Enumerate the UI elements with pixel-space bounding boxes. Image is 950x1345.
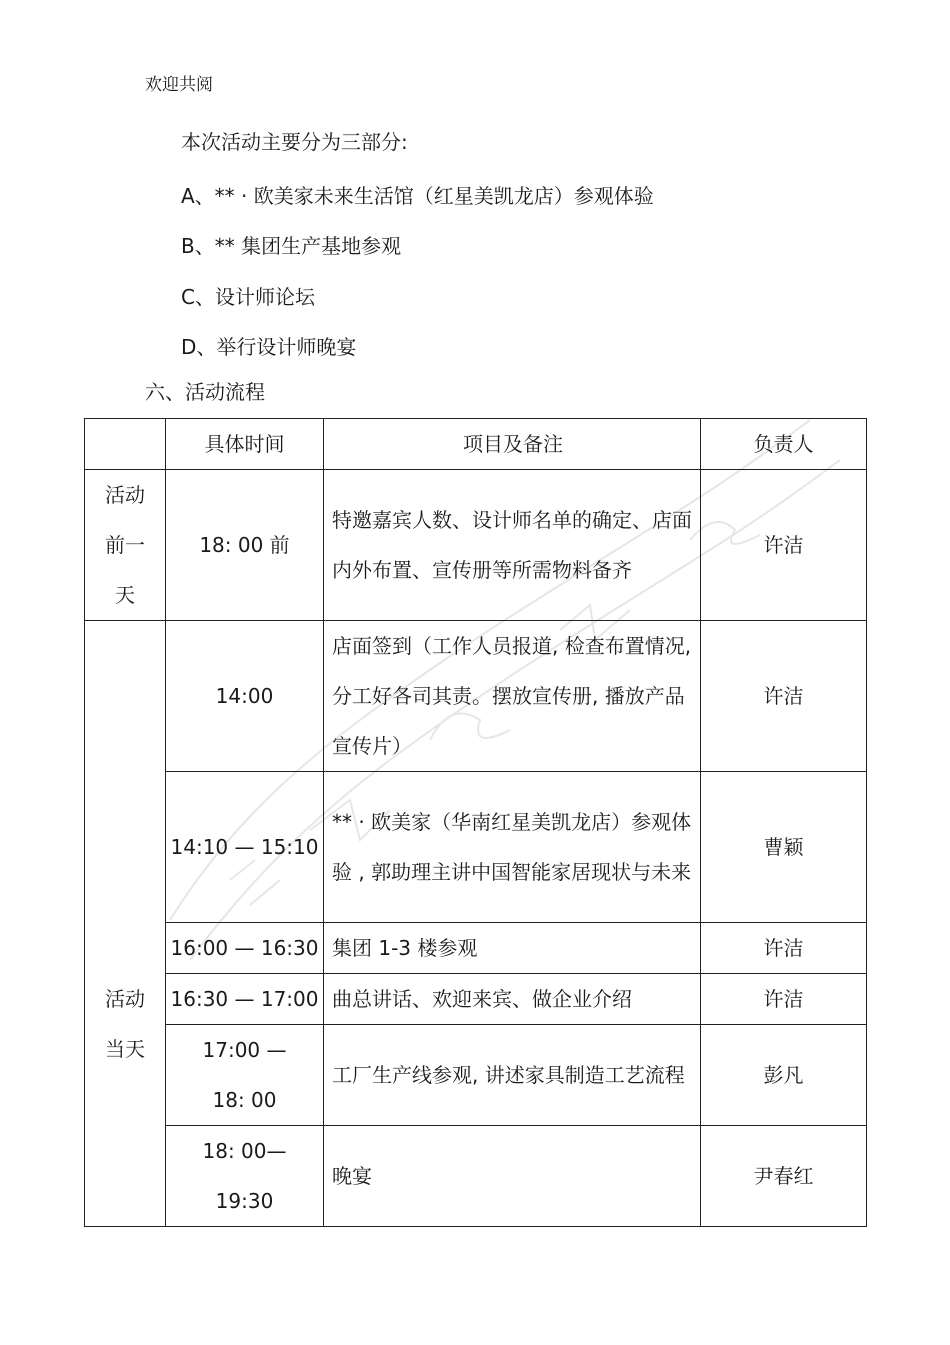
part-d: D、举行设计师晚宴: [181, 335, 357, 359]
page-header: 欢迎共阅: [145, 75, 213, 95]
item-cell: 店面签到（工作人员报道, 检查布置情况, 分工好各司其责。摆放宣传册, 播放产品宣传片）: [324, 621, 701, 772]
schedule-table: [84, 418, 867, 1227]
item-cell: 工厂生产线参观, 讲述家具制造工艺流程: [324, 1025, 701, 1126]
item-cell: 集团 1-3 楼参观: [324, 923, 701, 974]
time-cell: 14:00: [166, 621, 324, 772]
owner-cell: 彭凡: [701, 1025, 867, 1126]
item-cell: 晚宴: [324, 1126, 701, 1227]
time-cell: 16:00 — 16:30: [166, 923, 324, 974]
table-row: [85, 621, 867, 772]
table-row: [85, 923, 867, 974]
table-header-row: [85, 419, 867, 470]
owner-cell: 许洁: [701, 974, 867, 1025]
part-c: C、设计师论坛: [181, 285, 315, 309]
item-cell: 特邀嘉宾人数、设计师名单的确定、店面内外布置、宣传册等所需物料备齐: [324, 470, 701, 621]
time-cell: 17:00 — 18: 00: [166, 1025, 324, 1126]
header-cell-time: 具体时间: [166, 419, 324, 470]
table-row: [85, 1025, 867, 1126]
time-cell: 16:30 — 17:00: [166, 974, 324, 1025]
part-a: A、** · 欧美家未来生活馆（红星美凯龙店）参观体验: [181, 184, 654, 208]
table-row: [85, 470, 867, 621]
time-cell: 18: 00— 19:30: [166, 1126, 324, 1227]
time-cell: 14:10 — 15:10: [166, 772, 324, 923]
header-cell-blank: [85, 419, 166, 470]
item-cell: 曲总讲话、欢迎来宾、做企业介绍: [324, 974, 701, 1025]
owner-cell: 许洁: [701, 923, 867, 974]
part-b: B、** 集团生产基地参观: [181, 234, 402, 258]
item-cell: ** · 欧美家（华南红星美凯龙店）参观体验 , 郭助理主讲中国智能家居现状与未来: [324, 772, 701, 923]
section-title: 六、活动流程: [145, 380, 265, 404]
owner-cell: 许洁: [701, 470, 867, 621]
owner-cell: 曹颖: [701, 772, 867, 923]
intro-paragraph: 本次活动主要分为三部分:: [181, 130, 408, 154]
owner-cell: 许洁: [701, 621, 867, 772]
header-cell-owner: 负责人: [701, 419, 867, 470]
table-row: [85, 1126, 867, 1227]
time-cell: 18: 00 前: [166, 470, 324, 621]
table-row: [85, 974, 867, 1025]
table-row: [85, 772, 867, 923]
header-cell-item: 项目及备注: [324, 419, 701, 470]
group-label-pre-day: 活动前一天: [85, 470, 166, 621]
group-label-event-day: 活动当天: [85, 621, 166, 1227]
owner-cell: 尹春红: [701, 1126, 867, 1227]
